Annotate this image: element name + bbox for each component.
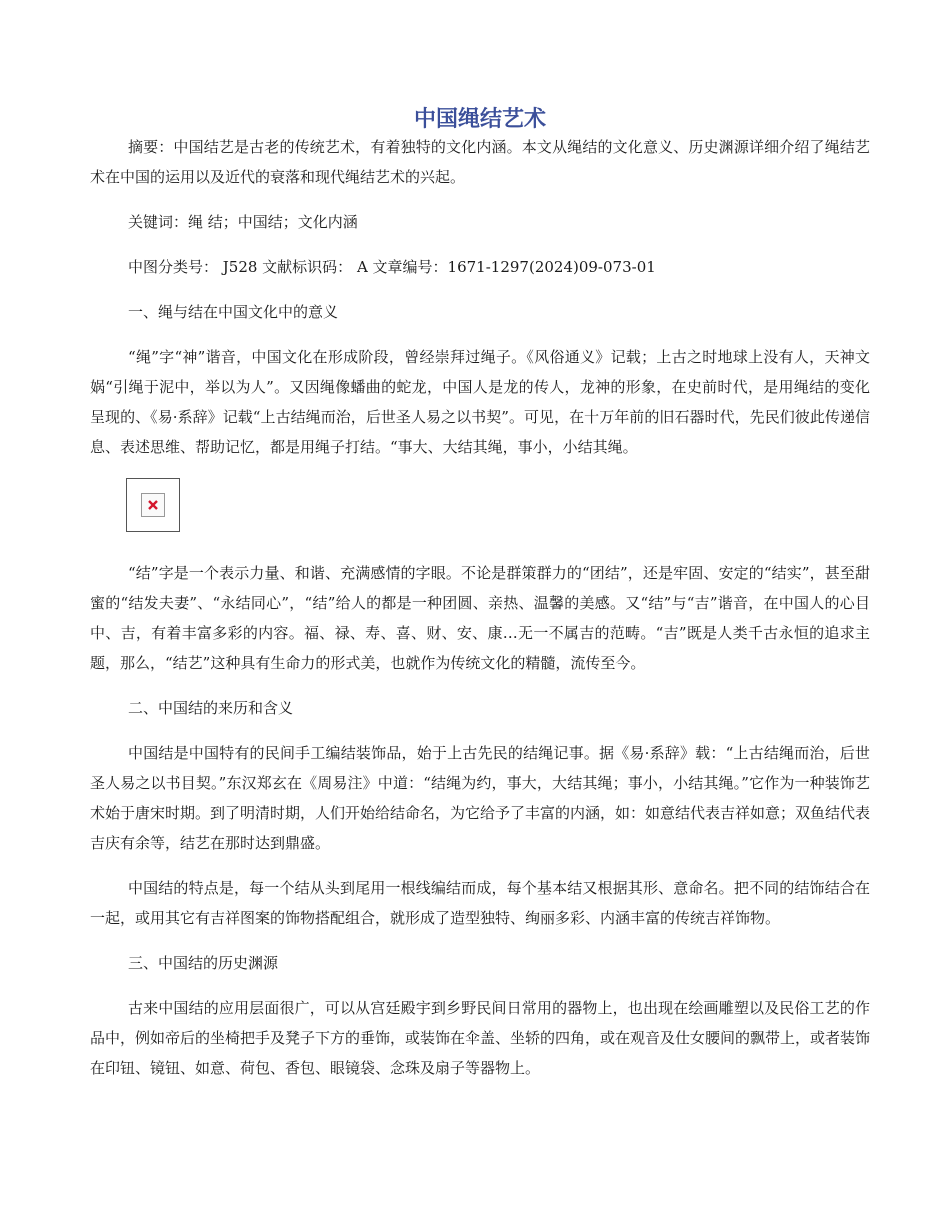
- section-2-paragraph-2: 中国结的特点是，每一个结从头到尾用一根线编结而成，每个基本结又根据其形、意命名。把不同的结饰结合在一起，或用其它有吉祥图案的饰物搭配组合，就形成了造型独特、绚丽多彩、内涵丰富的传统吉祥饰物。: [90, 879, 870, 927]
- broken-image-icon: [141, 493, 165, 517]
- article: [90, 100, 870, 1083]
- section-1-paragraph-2: “结”字是一个表示力量、和谐、充满感情的字眼。不论是群策群力的“团结”，还是牢固、安定的“结实”，甚至甜蜜的“结发夫妻”、“永结同心”，“结”给人的都是一种团圆、亲热、温馨的美感。又“结”与“吉”谐音，在中国人的心目中、吉，有着丰富多彩的内容。福、禄、寿、喜、财、安、康…无一不属吉的范畴。“吉”既是人类千古永恒的追求主题，那么，“结艺”这种具有生命力的形式美，也就作为传统文化的精髓，流传至今。: [90, 564, 870, 672]
- section-3-heading: 三、中国结的历史渊源: [128, 954, 279, 972]
- broken-image-placeholder: [126, 478, 180, 532]
- classification-line: 中图分类号： J528 文献标识码： A 文章编号：1671-1297(2024)09-073-01: [128, 258, 656, 276]
- section-3-paragraph-1: 古来中国结的应用层面很广，可以从宫廷殿宇到乡野民间日常用的器物上，也出现在绘画雕塑以及民俗工艺的作品中，例如帝后的坐椅把手及凳子下方的垂饰，或装饰在伞盖、坐轿的四角，或在观音及仕女腰间的飘带上，或者装饰在印钮、镜钮、如意、荷包、香包、眼镜袋、念珠及扇子等器物上。: [90, 999, 871, 1077]
- article-title: 中国绳结艺术: [413, 107, 546, 132]
- section-1-paragraph-1: “绳”字“神”谐音，中国文化在形成阶段，曾经崇拜过绳子。《风俗通义》记载；上古之时地球上没有人，天神文娲“引绳于泥中，举以为人”。又因绳像蟠曲的蛇龙，中国人是龙的传人，龙神的形象，在史前时代，是用绳结的变化呈现的、《易·系辞》记载“上古结绳而治，后世圣人易之以书契”。可见，在十万年前的旧石器时代，先民们彼此传递信息、表述思维、帮助记忆，都是用绳子打结。“事大、大结其绳，事小，小结其绳。: [90, 348, 870, 456]
- section-1-heading: 一、绳与结在中国文化中的意义: [128, 303, 339, 321]
- abstract: 摘要：中国结艺是古老的传统艺术，有着独特的文化内涵。本文从绳结的文化意义、历史渊源详细介绍了绳结艺术在中国的运用以及近代的衰落和现代绳结艺术的兴起。: [90, 138, 870, 186]
- keywords: 关键词：绳 结；中国结；文化内涵: [128, 213, 358, 231]
- section-2-paragraph-1: 中国结是中国特有的民间手工编结装饰品，始于上古先民的结绳记事。据《易·系辞》载：“上古结绳而治，后世圣人易之以书目契。”东汉郑玄在《周易注》中道：“结绳为约，事大，大结其绳；事小，小结其绳。”它作为一种装饰艺术始于唐宋时期。到了明清时期，人们开始给结命名，为它给予了丰富的内涵，如：如意结代表吉祥如意；双鱼结代表吉庆有余等，结艺在那时达到鼎盛。: [90, 744, 871, 852]
- section-2-heading: 二、中国结的来历和含义: [128, 699, 294, 717]
